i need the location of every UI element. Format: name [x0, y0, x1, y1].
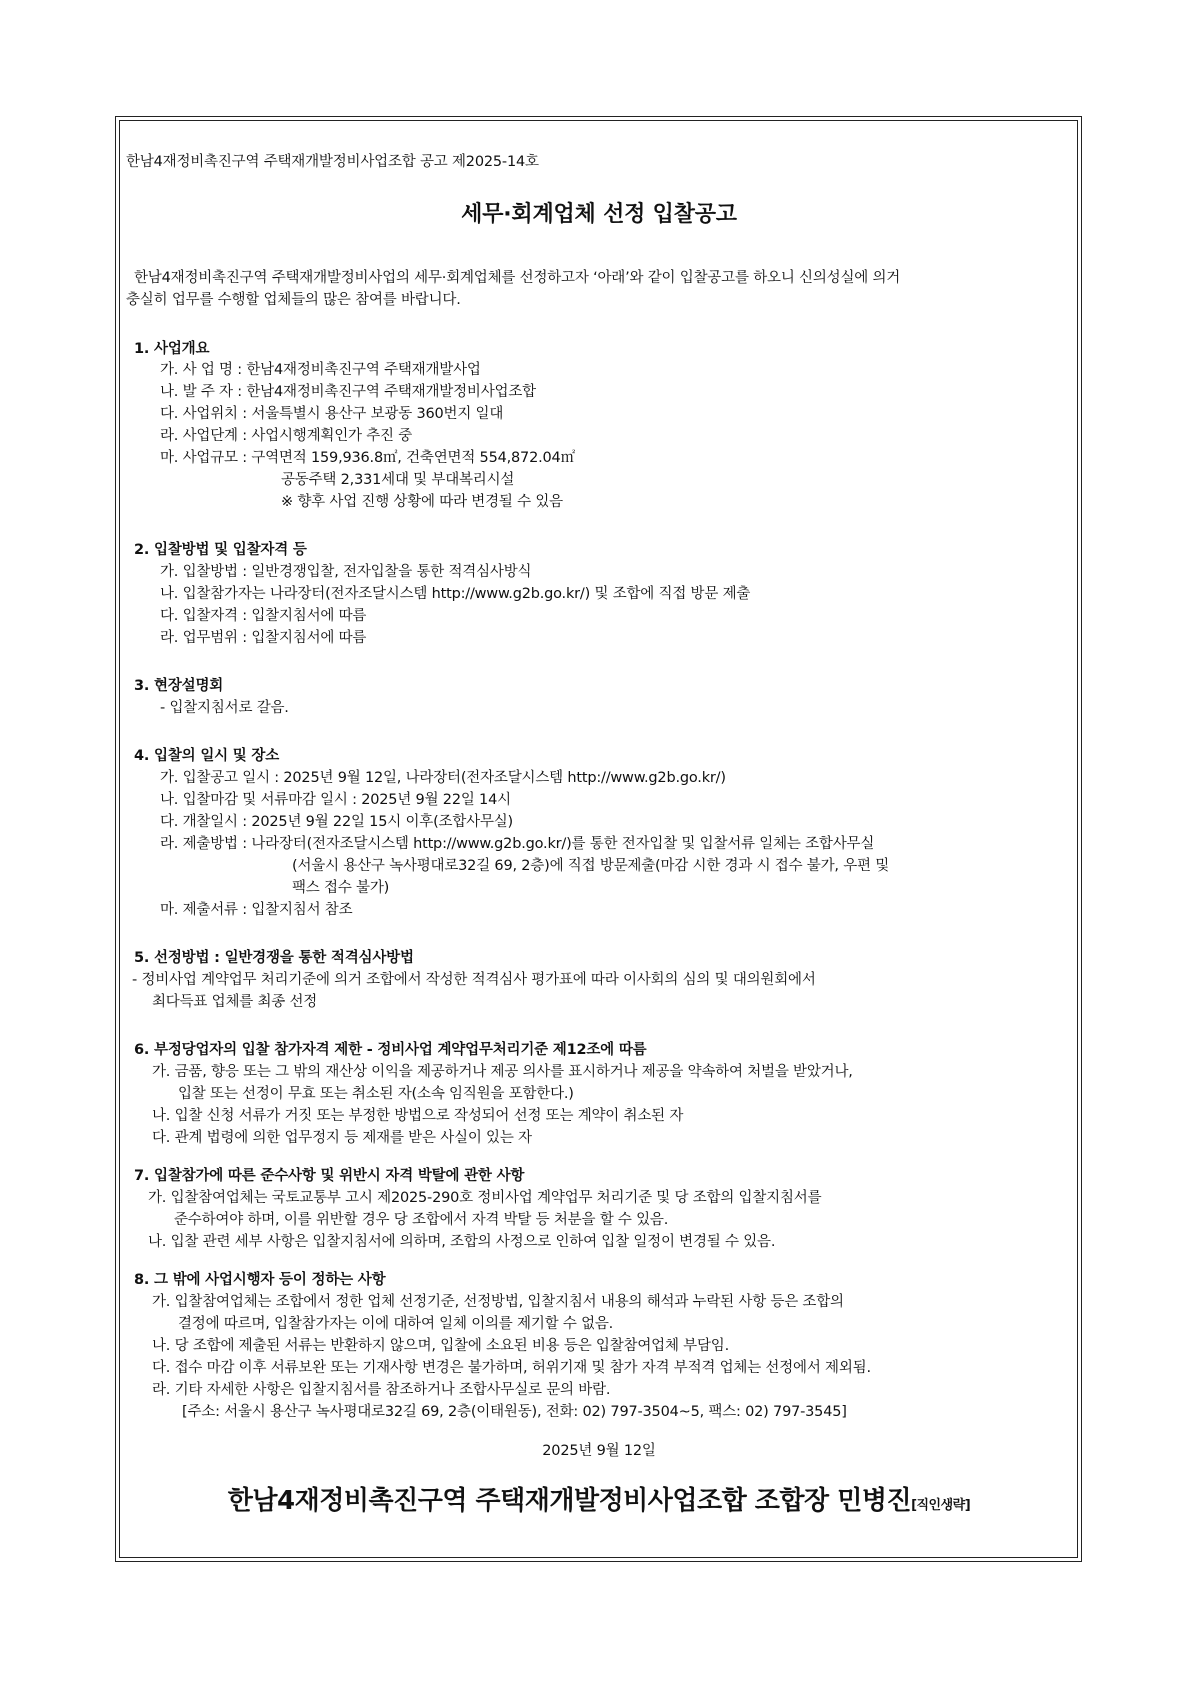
section-4-item: 마. 제출서류 : 입찰지침서 참조: [160, 902, 353, 918]
section-4-item: (서울시 용산구 녹사평대로32길 69, 2층)에 직접 방문제출(마감 시한 경과 시 접수 불가, 우편 및: [292, 858, 890, 874]
section-7-item: 준수하여야 하며, 이를 위반할 경우 당 조합에서 자격 박탈 등 처분을 할 수 있음.: [174, 1212, 669, 1228]
section-8-item: 나. 당 조합에 제출된 서류는 반환하지 않으며, 입찰에 소요된 비용 등은 입찰참여업체 부담임.: [152, 1338, 729, 1354]
intro-line-2: 충실히 업무를 수행할 업체들의 많은 참여를 바랍니다.: [126, 292, 461, 308]
signature-text: 한남4재정비촉진구역 주택재개발정비사업조합 조합장 민병진: [227, 1486, 912, 1516]
section-4-item: 라. 제출방법 : 나라장터(전자조달시스템 http://www.g2b.go.kr/)를 통한 전자입찰 및 입찰서류 일체는 조합사무실: [160, 836, 875, 852]
section-5-item: - 정비사업 계약업무 처리기준에 의거 조합에서 작성한 적격심사 평가표에 따라 이사회의 심의 및 대의원회에서: [132, 972, 816, 988]
section-3-heading: 3. 현장설명회: [134, 678, 224, 694]
section-7-item: 가. 입찰참여업체는 국토교통부 고시 제2025-290호 정비사업 계약업무 처리기준 및 당 조합의 입찰지침서를: [148, 1190, 822, 1206]
signature: [126, 1484, 1072, 1523]
section-4-heading: 4. 입찰의 일시 및 장소: [134, 748, 280, 764]
section-6-item: 다. 관계 법령에 의한 업무정지 등 제재를 받은 사실이 있는 자: [152, 1130, 532, 1146]
section-2-heading: 2. 입찰방법 및 입찰자격 등: [134, 542, 307, 558]
seal-note: [직인생략]: [911, 1498, 971, 1513]
section-1-item: 나. 발 주 자 : 한남4재정비촉진구역 주택재개발정비사업조합: [160, 384, 536, 400]
section-5-heading: 5. 선정방법 : 일반경쟁을 통한 적격심사방법: [134, 950, 414, 966]
section-6-item: 가. 금품, 향응 또는 그 밖의 재산상 이익을 제공하거나 제공 의사를 표시하거나 제공을 약속하여 처벌을 받았거나,: [152, 1064, 853, 1080]
section-4-item: 다. 개찰일시 : 2025년 9월 22일 15시 이후(조합사무실): [160, 814, 514, 830]
section-1-heading: 1. 사업개요: [134, 341, 210, 357]
section-5-item: 최다득표 업체를 최종 선정: [152, 994, 318, 1010]
section-8-item: 라. 기타 자세한 사항은 입찰지침서를 참조하거나 조합사무실로 문의 바람.: [152, 1382, 611, 1398]
notice-number: 한남4재정비촉진구역 주택재개발정비사업조합 공고 제2025-14호: [126, 154, 539, 170]
section-6-item: 나. 입찰 신청 서류가 거짓 또는 부정한 방법으로 작성되어 선정 또는 계약이 취소된 자: [152, 1108, 684, 1124]
section-2-item: 라. 업무범위 : 입찰지침서에 따름: [160, 630, 367, 646]
section-1-item: 공동주택 2,331세대 및 부대복리시설: [281, 472, 515, 488]
section-8-heading: 8. 그 밖에 사업시행자 등이 정하는 사항: [134, 1272, 386, 1288]
section-8-item: 다. 접수 마감 이후 서류보완 또는 기재사항 변경은 불가하며, 허위기재 및 참가 자격 부적격 업체는 선정에서 제외됨.: [152, 1360, 871, 1376]
section-1-item: 라. 사업단계 : 사업시행계획인가 추진 중: [160, 428, 413, 444]
section-2-item: 가. 입찰방법 : 일반경쟁입찰, 전자입찰을 통한 적격심사방식: [160, 564, 532, 580]
section-4-item: 가. 입찰공고 일시 : 2025년 9월 12일, 나라장터(전자조달시스템 http://www.g2b.go.kr/): [160, 770, 726, 786]
notice-date: 2025년 9월 12일: [542, 1443, 656, 1459]
section-8-item: 가. 입찰참여업체는 조합에서 정한 업체 선정기준, 선정방법, 입찰지침서 내용의 해석과 누락된 사항 등은 조합의: [152, 1294, 844, 1310]
section-1-item: 마. 사업규모 : 구역면적 159,936.8㎡, 건축연면적 554,872.04㎡: [160, 450, 575, 466]
section-1-item: 가. 사 업 명 : 한남4재정비촉진구역 주택재개발사업: [160, 362, 481, 378]
section-1-note: ※ 향후 사업 진행 상황에 따라 변경될 수 있음: [281, 494, 563, 510]
section-2-item: 다. 입찰자격 : 입찰지침서에 따름: [160, 608, 367, 624]
section-6-item: 입찰 또는 선정이 무효 또는 취소된 자(소속 임직원을 포함한다.): [178, 1086, 574, 1102]
section-6-heading: 6. 부정당업자의 입찰 참가자격 제한 - 정비사업 계약업무처리기준 제12조에 따름: [134, 1042, 647, 1058]
section-4-item: 나. 입찰마감 및 서류마감 일시 : 2025년 9월 22일 14시: [160, 792, 511, 808]
section-8-item: 결정에 따르며, 입찰참가자는 이에 대하여 일체 이의를 제기할 수 없음.: [178, 1316, 614, 1332]
section-7-item: 나. 입찰 관련 세부 사항은 입찰지침서에 의하며, 조합의 사정으로 인하여 입찰 일정이 변경될 수 있음.: [148, 1234, 776, 1250]
page-title: 세무·회계업체 선정 입찰공고: [461, 202, 737, 227]
intro-line-1: 한남4재정비촉진구역 주택재개발정비사업의 세무·회계업체를 선정하고자 ‘아래’와 같이 입찰공고를 하오니 신의성실에 의거: [134, 270, 901, 286]
contact-info: [주소: 서울시 용산구 녹사평대로32길 69, 2층(이태원동), 전화: 02) 797-3504~5, 팩스: 02) 797-3545]: [182, 1404, 847, 1420]
section-3-item: - 입찰지침서로 갈음.: [160, 700, 289, 716]
section-7-heading: 7. 입찰참가에 따른 준수사항 및 위반시 자격 박탈에 관한 사항: [134, 1168, 525, 1184]
section-1-item: 다. 사업위치 : 서울특별시 용산구 보광동 360번지 일대: [160, 406, 504, 422]
section-4-item: 팩스 접수 불가): [292, 880, 390, 896]
section-2-item: 나. 입찰참가자는 나라장터(전자조달시스템 http://www.g2b.go.kr/) 및 조합에 직접 방문 제출: [160, 586, 751, 602]
